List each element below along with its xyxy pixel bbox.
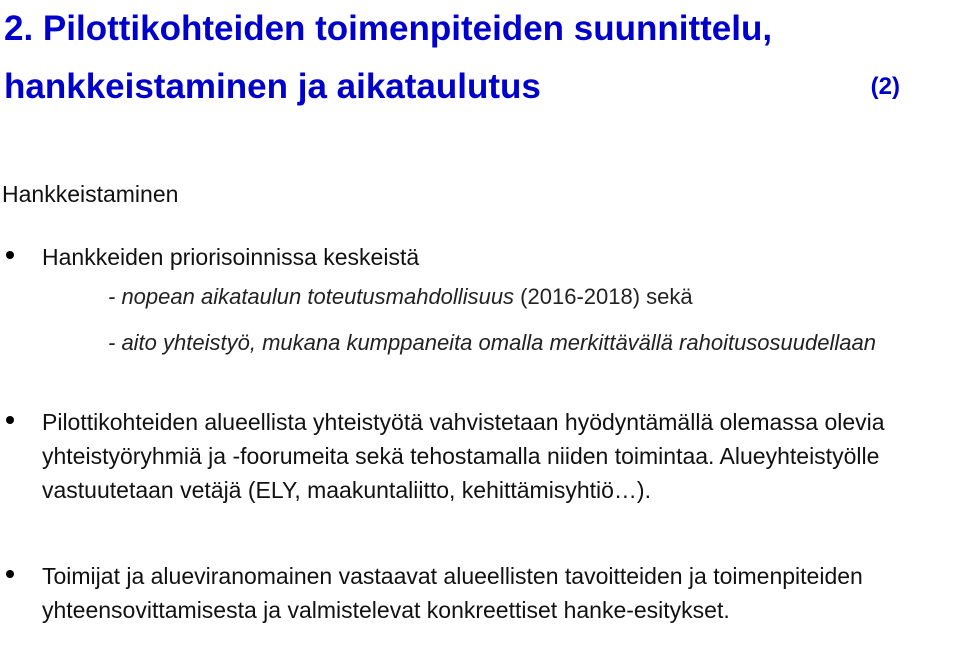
bullet-text: Hankkeiden priorisoinnissa keskeistä xyxy=(42,244,420,270)
bullet-dot-icon xyxy=(6,570,14,578)
bullet-dot-icon xyxy=(6,416,14,424)
sub-item-plain-text: (2016-2018) sekä xyxy=(520,284,693,309)
slide-number-suffix: (2) xyxy=(870,73,900,100)
sub-item-italic-text: - aito yhteistyö, mukana kumppaneita omalla merkittävällä rahoitusosuudellaan xyxy=(108,330,876,355)
slide-title-line-1: 2. Pilottikohteiden toimenpiteiden suunnittelu, xyxy=(4,9,773,48)
slide-title xyxy=(4,0,954,116)
slide-title-line-2: hankkeistaminen ja aikataulutus xyxy=(4,67,541,106)
bullet-text: Pilottikohteiden alueellista yhteistyötä vahvistetaan hyödyntämällä olemassa olevia yhteistyöryhmiä ja -foorumeita sekä tehostamalla niiden toimintaa. Alueyhteistyölle vastuutetaan vetäjä (ELY, maakuntaliitto, kehittämisyhtiö…). xyxy=(42,409,885,503)
sub-item xyxy=(108,326,938,360)
bullet-dot-icon xyxy=(6,251,14,259)
bullet-text: Toimijat ja alueviranomainen vastaavat alueellisten tavoitteiden ja toimenpiteiden yhteensovittamisesta ja valmistelevat konkreettiset hanke-esitykset. xyxy=(42,563,863,623)
sub-item-italic-text: - nopean aikataulun toteutusmahdollisuus xyxy=(108,284,521,309)
sub-item xyxy=(108,280,938,314)
section-heading: Hankkeistaminen xyxy=(2,181,179,207)
